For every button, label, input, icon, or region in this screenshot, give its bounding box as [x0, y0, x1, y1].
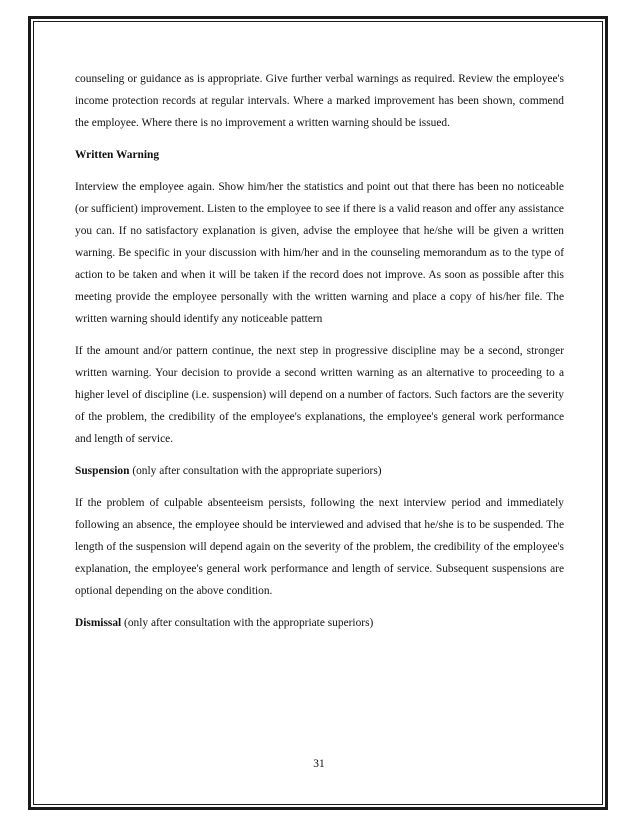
paragraph-second-warning: If the amount and/or pattern continue, the next step in progressive discipline may be a second, stronger written warning. Your decision to provide a second written warning as an alternative to proceeding to a higher level of discipline (i.e. suspension) will depend on a number of factors. Such factors are the severity of the problem, the credibility of the employee's explanations, the employee's general work performance and length of service.	[75, 345, 564, 445]
paragraph-written-warning-interview: Interview the employee again. Show him/her the statistics and point out that there has been no noticeable (or sufficient) improvement. Listen to the employee to see if there is a valid reason and offer any assistance you can. If no satisfactory explanation is given, advise the employee that he/she will be given a written warning. Be specific in your discussion with him/her and in the counseling memorandum as to the type of action to be taken and when it will be taken if the record does not improve. As soon as possible after this meeting provide the employee personally with the written warning and place a copy of his/her file. The written warning should identify any noticeable pattern	[75, 181, 564, 325]
heading-written-warning	[75, 144, 564, 166]
paragraph-continuation: counseling or guidance as is appropriate. Give further verbal warnings as required. Review the employee's income protection records at regular intervals. Where a marked improvement has been shown, commend the employee. Where there is no improvement a written warning should be issued.	[75, 73, 564, 129]
heading-note: (only after consultation with the appropriate superiors)	[121, 617, 374, 629]
heading-title: Suspension	[75, 465, 130, 477]
paragraph-suspension: If the problem of culpable absenteeism persists, following the next interview period and immediately following an absence, the employee should be interviewed and advised that he/she is to be suspended. The length of the suspension will depend again on the severity of the problem, the credibility of the employee's explanation, the employee's general work performance and length of service. Subsequent suspensions are optional depending on the above condition.	[75, 497, 564, 597]
heading-dismissal	[75, 612, 564, 634]
page-number: 31	[313, 758, 325, 770]
document-body	[75, 68, 564, 644]
heading-title: Written Warning	[75, 149, 160, 161]
heading-title: Dismissal	[75, 617, 122, 629]
heading-suspension	[75, 460, 564, 482]
heading-note: (only after consultation with the appropriate superiors)	[129, 465, 382, 477]
